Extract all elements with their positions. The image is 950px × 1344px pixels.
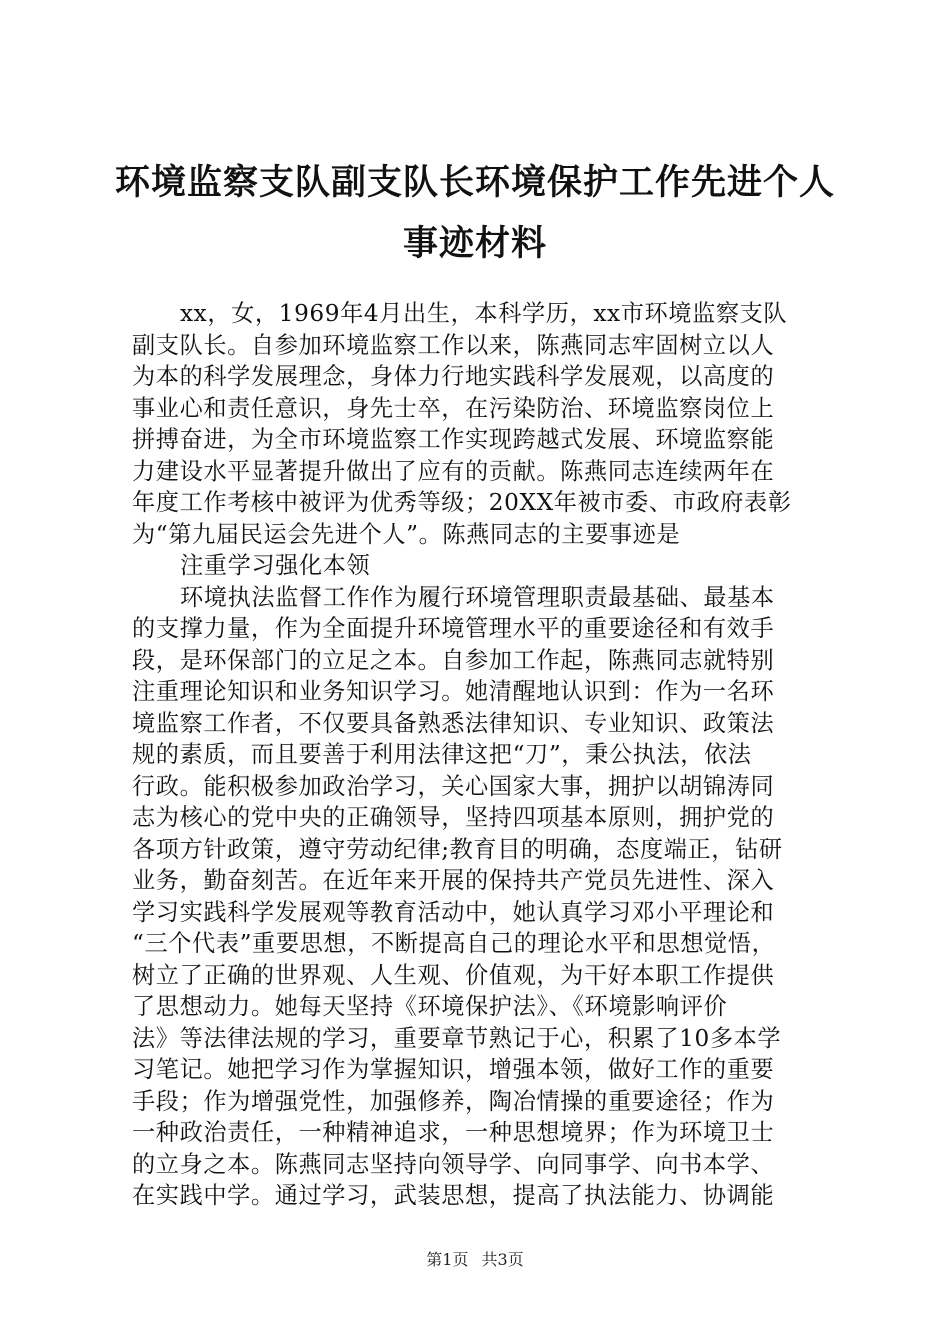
body-line: 拼搏奋进，为全市环境监察工作实现跨越式发展、环境监察能 — [132, 426, 775, 453]
body-line: 为“第九届民运会先进个人”。陈燕同志的主要事迹是 — [132, 520, 681, 548]
body-line: 规的素质，而且要善于利用法律这把“刀”，秉公执法，依法 — [132, 741, 752, 768]
body-line: 手段；作为增强党性，加强修养，陶冶情操的重要途径；作为 — [132, 1087, 775, 1115]
body-line: 学习实践科学发展观等教育活动中，她认真学习邓小平理论和 — [132, 898, 775, 926]
document-title-line-1: 环境监察支队副支队长环境保护工作先进个人 — [114, 162, 835, 203]
document-body — [132, 298, 832, 1212]
body-line: 环境执法监督工作作为履行环境管理职责最基础、最基本 — [180, 583, 775, 611]
body-line: 境监察工作者，不仅要具备熟悉法律知识、专业知识、政策法 — [132, 709, 775, 737]
body-line: 行政。能积极参加政治学习，关心国家大事，拥护以胡锦涛同 — [132, 772, 775, 800]
body-line: 为本的科学发展理念，身体力行地实践科学发展观，以高度的 — [132, 363, 775, 390]
body-line: “三个代表”重要思想，不断提高自己的理论水平和思想觉悟， — [132, 930, 776, 957]
body-line: xx，女，1969年4月出生，本科学历，xx市环境监察支队 — [180, 300, 788, 327]
body-line: 树立了正确的世界观、人生观、价值观，为干好本职工作提供 — [132, 961, 775, 989]
body-line: 事业心和责任意识，身先士卒，在污染防治、环境监察岗位上 — [132, 394, 775, 422]
page-footer — [0, 1247, 950, 1270]
body-line: 段，是环保部门的立足之本。自参加工作起，陈燕同志就特别 — [132, 646, 775, 674]
body-line: 力建设水平显著提升做出了应有的贡献。陈燕同志连续两年在 — [132, 457, 775, 485]
body-line: 年度工作考核中被评为优秀等级；20XX年被市委、市政府表彰 — [132, 489, 792, 516]
body-line: 在实践中学。通过学习，武装思想，提高了执法能力、协调能 — [132, 1182, 775, 1209]
page-total: 共3页 — [481, 1250, 524, 1269]
body-line: 习笔记。她把学习作为掌握知识，增强本领，做好工作的重要 — [132, 1056, 775, 1083]
section-heading: 注重学习强化本领 — [180, 552, 371, 579]
body-line: 法》等法律法规的学习，重要章节熟记于心，积累了10多本学 — [132, 1024, 782, 1052]
document-title-line-2: 事迹材料 — [402, 223, 547, 264]
body-line: 志为核心的党中央的正确领导，坚持四项基本原则，拥护党的 — [132, 804, 775, 831]
body-line: 副支队长。自参加环境监察工作以来，陈燕同志牢固树立以人 — [132, 331, 775, 359]
body-line: 的支撑力量，作为全面提升环境管理水平的重要途径和有效手 — [132, 615, 775, 642]
body-line: 的立身之本。陈燕同志坚持向领导学、向同事学、向书本学、 — [132, 1150, 775, 1178]
body-line: 注重理论知识和业务知识学习。她清醒地认识到：作为一名环 — [132, 678, 775, 705]
body-line: 一种政治责任，一种精神追求，一种思想境界；作为环境卫士 — [132, 1119, 775, 1146]
page-number: 第1页 — [426, 1250, 469, 1269]
body-line: 业务，勤奋刻苦。在近年来开展的保持共产党员先进性、深入 — [132, 867, 775, 894]
body-line: 各项方针政策，遵守劳动纪律;教育目的明确，态度端正，钻研 — [132, 835, 783, 863]
body-line: 了思想动力。她每天坚持《环境保护法》、《环境影响评价 — [132, 993, 728, 1020]
